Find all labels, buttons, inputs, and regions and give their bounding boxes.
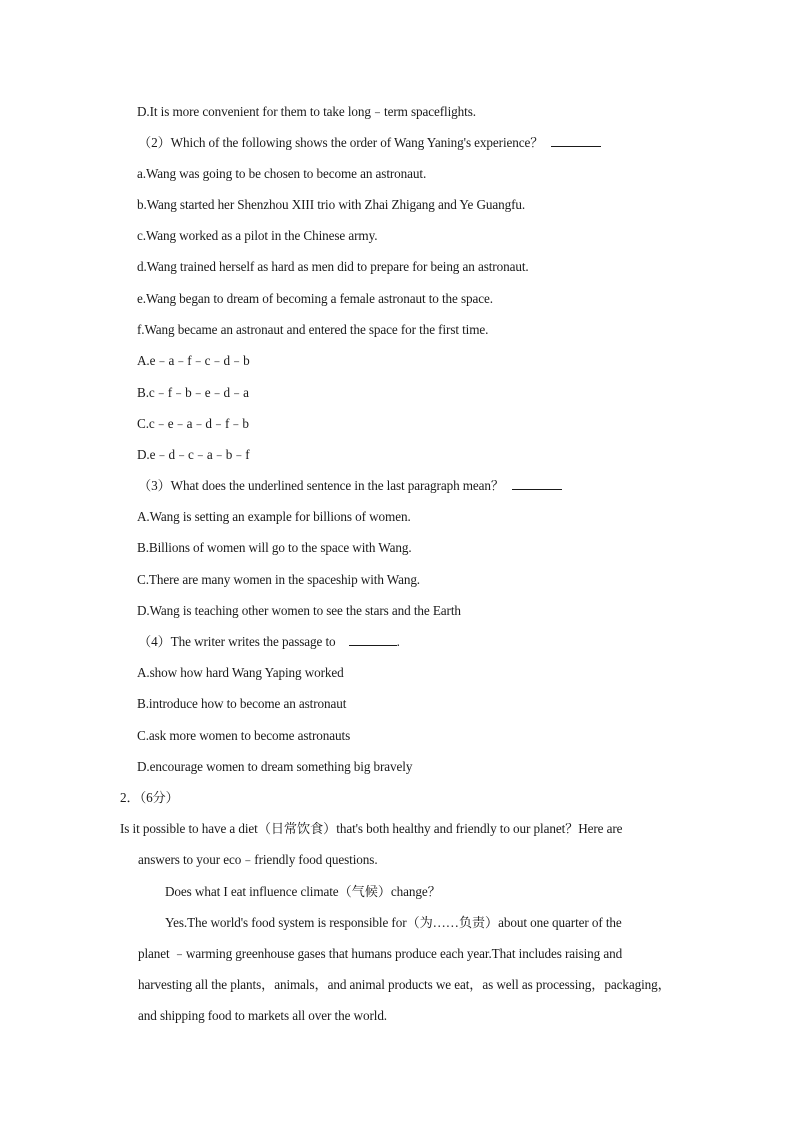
question-2-header: 2．（6分） xyxy=(120,790,179,805)
q2-intro-line-2: answers to your eco﹣friendly food questions. xyxy=(138,852,378,867)
q1-sub4-option-b: B.introduce how to become an astronaut xyxy=(137,696,347,711)
q1-sub4-stem-text: （4）The writer writes the passage to xyxy=(138,634,336,649)
q1-sub4-option-d: D.encourage women to dream something big bravely xyxy=(137,759,413,774)
q1-sub4-option-c: C.ask more women to become astronauts xyxy=(137,728,351,743)
q2-answer-line-1: Yes.The world's food system is responsible for（为……负责）about one quarter of the xyxy=(165,915,622,930)
q1-sub3-option-d: D.Wang is teaching other women to see the stars and the Earth xyxy=(137,603,461,618)
event-b: b.Wang started her Shenzhou XIII trio with Zhai Zhigang and Ye Guangfu. xyxy=(137,197,526,212)
event-f: f.Wang became an astronaut and entered the space for the first time. xyxy=(137,322,489,337)
q1-sub2-stem xyxy=(138,134,601,152)
answer-blank[interactable] xyxy=(512,478,562,490)
q2-passage-question: Does what I eat influence climate（气候）change？ xyxy=(165,884,441,899)
q1-sub4-option-a: A.show how hard Wang Yaping worked xyxy=(137,665,344,680)
event-c: c.Wang worked as a pilot in the Chinese army. xyxy=(137,228,378,243)
q1-option-d: D.It is more convenient for them to take long﹣term spaceflights. xyxy=(137,104,476,119)
q1-sub3-option-b: B.Billions of women will go to the space with Wang. xyxy=(137,540,412,555)
q1-sub3-stem-text: （3）What does the underlined sentence in the last paragraph mean？ xyxy=(138,478,505,493)
q1-sub4-stem-end: . xyxy=(396,634,400,649)
answer-blank[interactable] xyxy=(551,135,601,147)
q1-sub2-option-c: C.c﹣e﹣a﹣d﹣f﹣b xyxy=(137,416,249,431)
q1-sub2-option-b: B.c﹣f﹣b﹣e﹣d﹣a xyxy=(137,385,249,400)
q1-sub3-option-a: A.Wang is setting an example for billions of women. xyxy=(137,509,411,524)
answer-blank[interactable] xyxy=(349,634,397,646)
q1-sub2-option-d: D.e﹣d﹣c﹣a﹣b﹣f xyxy=(137,447,250,462)
q1-sub3-stem xyxy=(138,477,562,495)
q1-sub4-stem xyxy=(138,633,400,651)
q1-sub3-option-c: C.There are many women in the spaceship with Wang. xyxy=(137,572,421,587)
event-a: a.Wang was going to be chosen to become an astronaut. xyxy=(137,166,427,181)
q1-sub2-stem-text: （2）Which of the following shows the order of Wang Yaning's experience？ xyxy=(138,135,544,150)
event-d: d.Wang trained herself as hard as men did to prepare for being an astronaut. xyxy=(137,259,529,274)
q1-sub2-option-a: A.e﹣a﹣f﹣c﹣d﹣b xyxy=(137,353,250,368)
q2-answer-line-4: and shipping food to markets all over the world. xyxy=(138,1008,388,1023)
event-e: e.Wang began to dream of becoming a female astronaut to the space. xyxy=(137,291,493,306)
q2-answer-line-3: harvesting all the plants，animals，and animal products we eat，as well as processing，packaging， xyxy=(138,977,671,992)
q2-answer-line-2: planet ﹣warming greenhouse gases that humans produce each year.That includes raising and xyxy=(138,946,623,961)
q2-intro-line-1: Is it possible to have a diet（日常饮食）that's both healthy and friendly to our planet？Here are xyxy=(120,821,623,836)
